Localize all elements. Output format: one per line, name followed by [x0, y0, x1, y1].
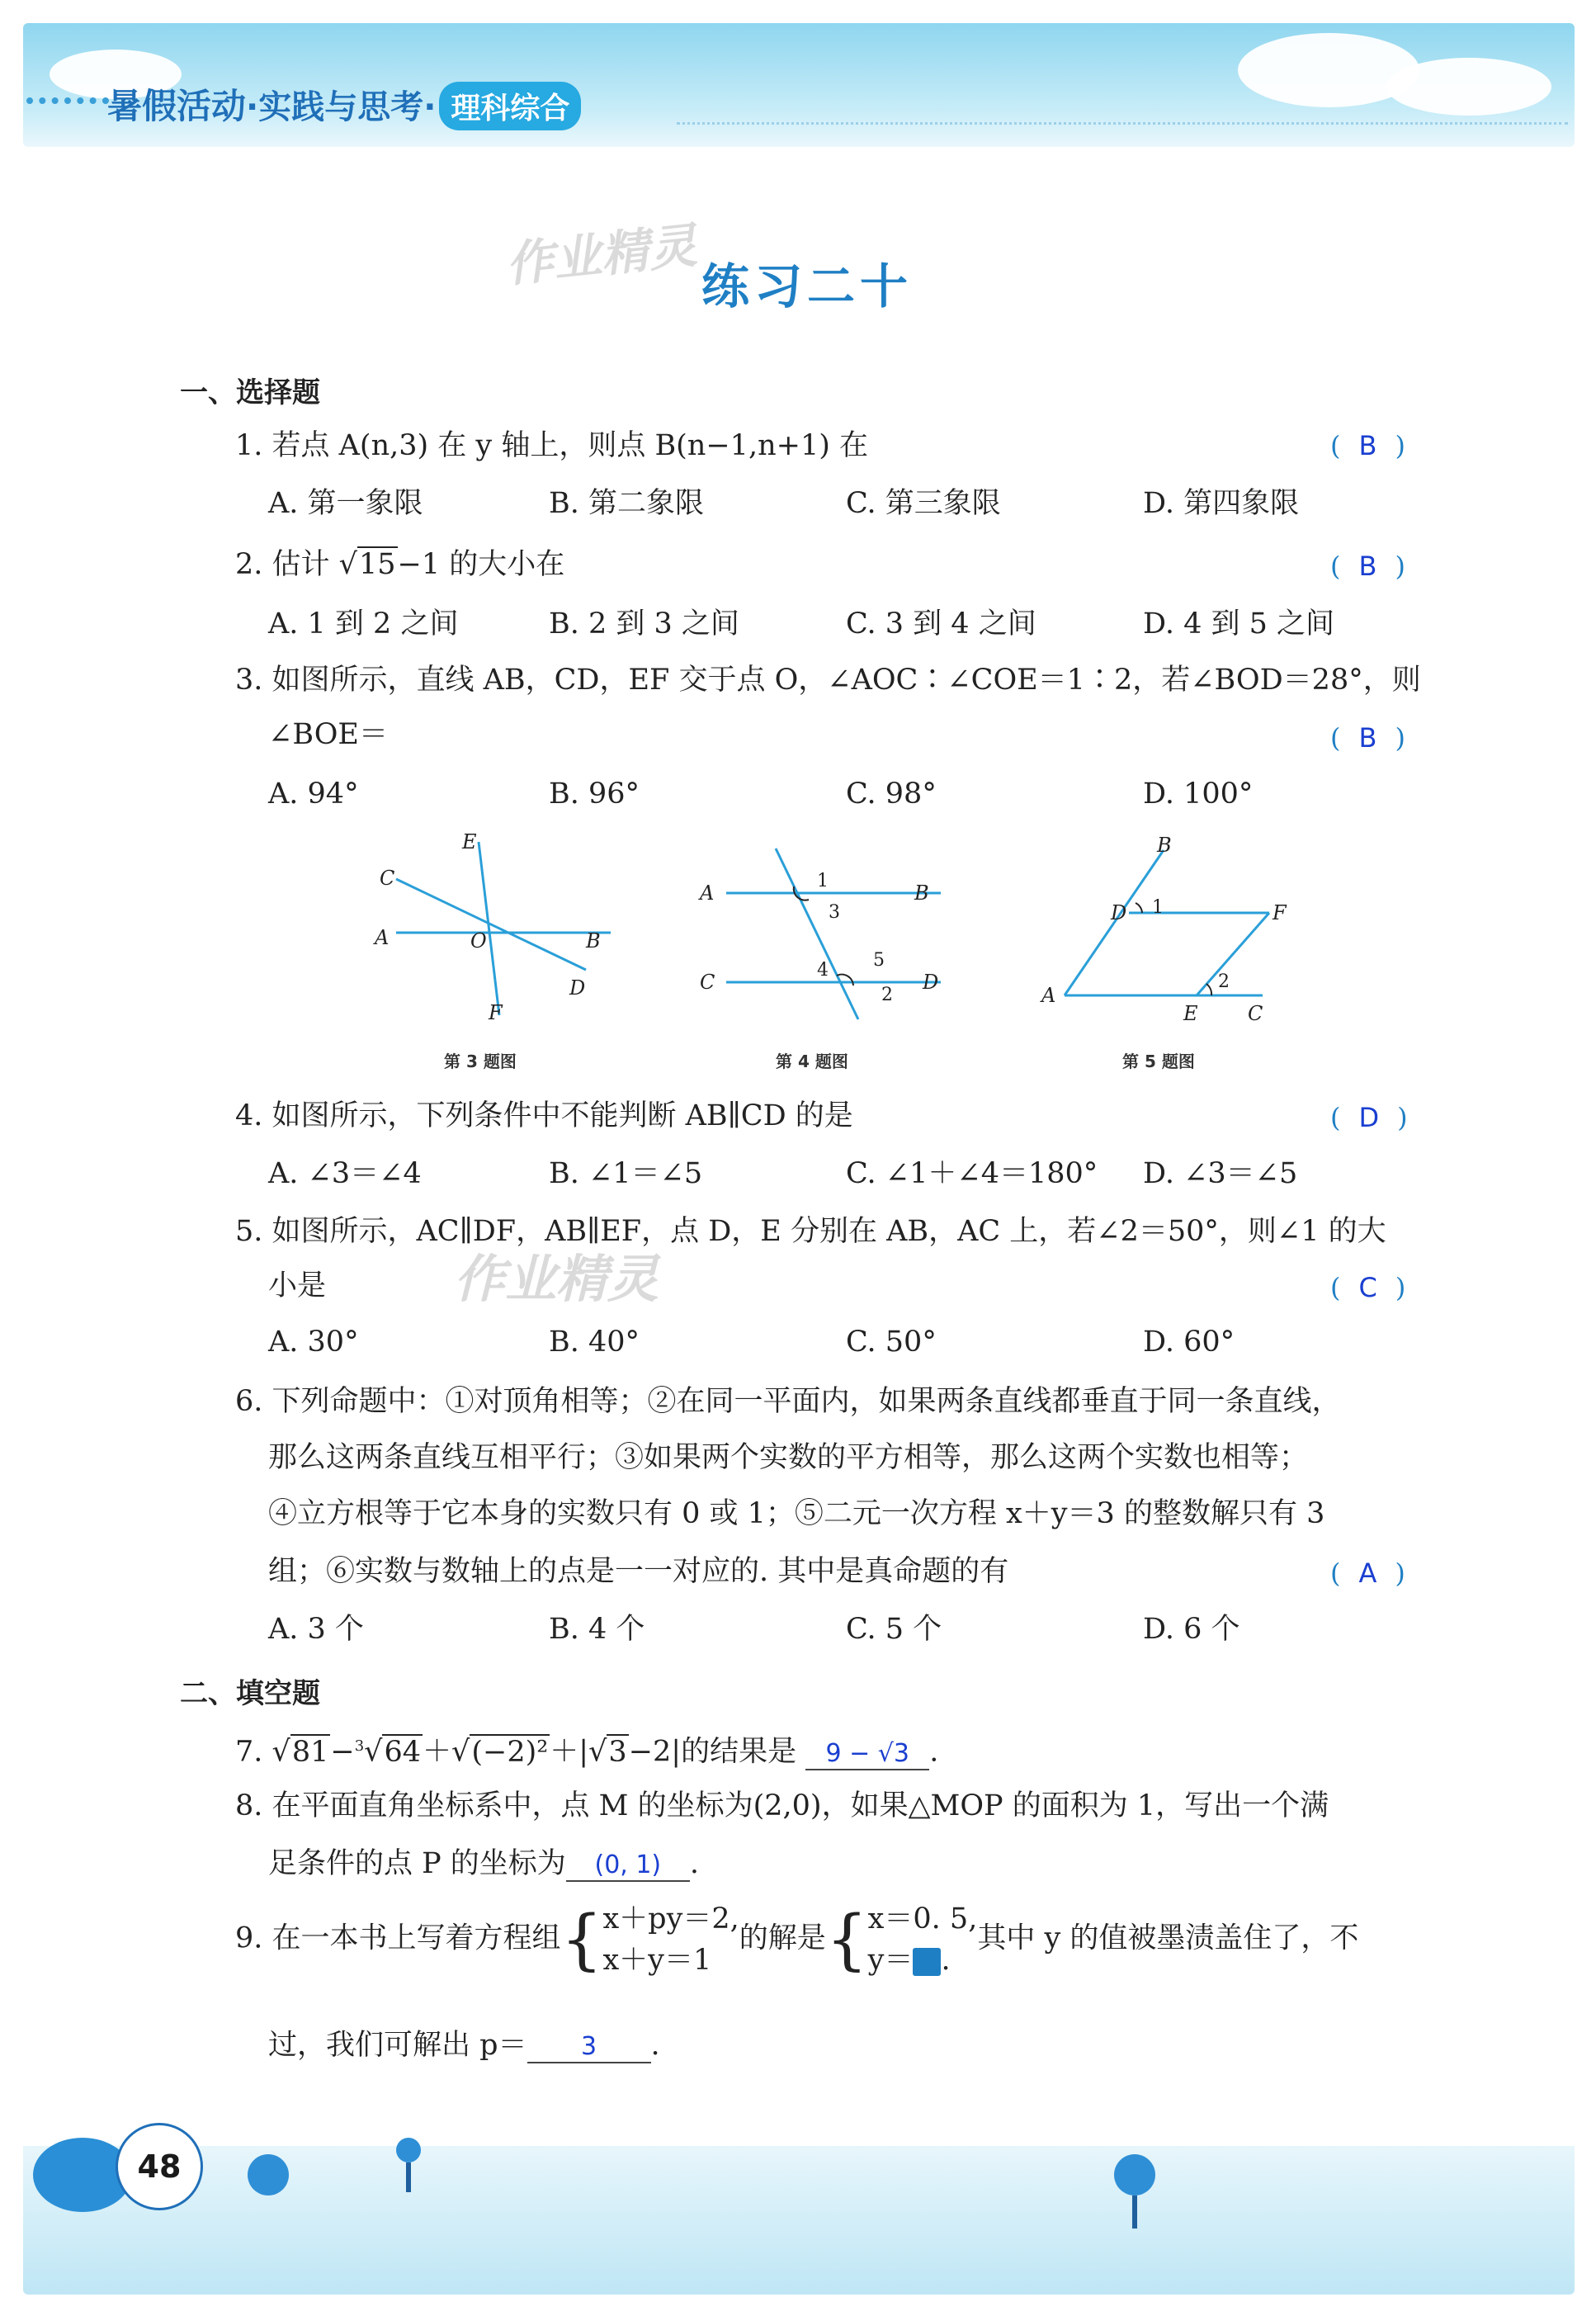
ink-blot	[913, 1948, 941, 1976]
header-dots	[26, 97, 109, 112]
label-e: E	[1183, 1002, 1198, 1025]
q1-option-c: C. 第三象限	[846, 487, 1001, 520]
q3-option-c: C. 98°	[846, 778, 937, 811]
tree-trunk	[1132, 2195, 1137, 2229]
q9-stem-line2: 过，我们可解出 p＝ 3 .	[268, 2029, 660, 2062]
label-c: C	[380, 867, 395, 890]
q9-eq2: x＋y＝1	[602, 1944, 712, 1977]
q2-option-b: B. 2 到 3 之间	[549, 607, 739, 640]
q3-option-a: A. 94°	[268, 778, 359, 811]
label-c: C	[700, 971, 715, 994]
label-f: F	[1273, 901, 1287, 924]
q9-eq1: x＋py＝2,	[602, 1902, 739, 1936]
q2-option-a: A. 1 到 2 之间	[268, 607, 459, 640]
figure-5-caption: 第 5 题图	[1122, 1052, 1195, 1071]
q3-stem: 3. 如图所示，直线 AB，CD，EF 交于点 O，∠AOC∶∠COE＝1∶2，若∠BOD＝28°，则	[235, 664, 1421, 697]
q3-option-d: D. 100°	[1143, 778, 1254, 811]
tree-illustration	[396, 2138, 421, 2162]
angle-arc	[1206, 984, 1211, 995]
q9-sol1: x＝0. 5,	[867, 1902, 978, 1936]
q5-answer: ( C )	[1330, 1272, 1406, 1303]
q3-answer: ( B )	[1330, 722, 1405, 754]
label-angle-2: 2	[1218, 971, 1230, 992]
label-angle-1: 1	[1152, 897, 1164, 918]
figure-5	[1032, 834, 1312, 1032]
label-c: C	[1248, 1002, 1263, 1025]
q4-option-a: A. ∠3＝∠4	[268, 1157, 422, 1190]
q7-stem: 7. √81−$^3$√64＋√(−2)²＋|√3−2|的结果是 9 − √3 .	[235, 1735, 939, 1769]
q1-answer: ( B )	[1330, 430, 1405, 461]
series-subtitle: 实践与思考	[258, 88, 424, 126]
section-heading-choice: 一、选择题	[180, 376, 320, 409]
label-angle-3: 3	[829, 902, 840, 923]
page-title: 练习二十	[701, 258, 914, 314]
q6-option-a: A. 3 个	[268, 1613, 364, 1646]
q6-stem-line3: ④立方根等于它本身的实数只有 0 或 1；⑤二元一次方程 x＋y＝3 的整数解只有 3	[268, 1497, 1325, 1530]
q4-answer: ( D )	[1330, 1102, 1408, 1133]
watermark: 作业精灵	[503, 217, 700, 293]
q9-sol2: y＝	[867, 1944, 914, 1977]
q8-answer: (0, 1)	[566, 1850, 690, 1882]
q2-answer: ( B )	[1330, 551, 1405, 582]
label-angle-5: 5	[873, 950, 885, 971]
figure-4-caption: 第 4 题图	[776, 1052, 848, 1071]
line-ef	[1197, 913, 1269, 995]
section-heading-fill: 二、填空题	[180, 1677, 320, 1710]
label-b: B	[914, 881, 929, 905]
q5-option-a: A. 30°	[268, 1326, 359, 1359]
q4-stem: 4. 如图所示，下列条件中不能判断 AB∥CD 的是	[235, 1099, 853, 1132]
q5-option-b: B. 40°	[549, 1326, 640, 1359]
q6-stem-line1: 6. 下列命题中：①对顶角相等；②在同一平面内，如果两条直线都垂直于同一条直线，	[235, 1385, 1341, 1418]
brand-name: 暑假活动	[107, 86, 247, 126]
q7-answer: 9 − √3	[805, 1739, 929, 1770]
cloud	[1386, 58, 1551, 116]
q1-option-a: A. 第一象限	[268, 487, 423, 520]
q6-option-b: B. 4 个	[549, 1613, 645, 1646]
angle-arc	[1136, 903, 1142, 913]
q2-option-c: C. 3 到 4 之间	[846, 607, 1036, 640]
label-angle-2: 2	[881, 985, 893, 1005]
label-angle-4: 4	[817, 960, 829, 981]
q6-option-c: C. 5 个	[846, 1613, 942, 1646]
label-b: B	[586, 929, 601, 952]
line-ef	[479, 842, 499, 1015]
label-a: A	[375, 926, 390, 949]
q2-stem: 2. 估计 √15−1 的大小在	[235, 548, 565, 581]
q5-option-c: C. 50°	[846, 1326, 937, 1359]
label-d: D	[1111, 901, 1127, 924]
q4-option-d: D. ∠3＝∠5	[1143, 1157, 1298, 1190]
q4-option-c: C. ∠1＋∠4＝180°	[846, 1157, 1098, 1190]
q1-stem: 1. 若点 A(n,3) 在 y 轴上，则点 B(n−1,n+1) 在	[235, 429, 868, 462]
header-divider	[677, 122, 1568, 125]
figure-3	[363, 825, 644, 1032]
label-d: D	[923, 971, 939, 994]
q1-option-d: D. 第四象限	[1143, 487, 1300, 520]
q3-option-b: B. 96°	[549, 778, 640, 811]
q9-stem-line1: 9. 在一本书上写着方程组{ x＋py＝2, x＋y＝1 的解是{ x＝0. 5, y＝ . 其中 y 的值被墨渍盖住了，不	[235, 1898, 1358, 1981]
label-b: B	[1157, 834, 1172, 857]
q6-option-d: D. 6 个	[1143, 1613, 1240, 1646]
q9-answer: 3	[527, 2032, 651, 2063]
q6-answer: ( A )	[1330, 1557, 1405, 1589]
label-d: D	[569, 976, 586, 1000]
q3-stem-cont: ∠BOE＝	[268, 718, 388, 751]
ball-illustration	[248, 2154, 289, 2195]
series-title: 暑假活动·实践与思考· 理科综合	[107, 79, 581, 137]
q5-option-d: D. 60°	[1143, 1326, 1235, 1359]
q6-stem-line4: 组；⑥实数与数轴上的点是一一对应的. 其中是真命题的有	[268, 1555, 1009, 1588]
label-a: A	[700, 881, 715, 905]
figure-3-caption: 第 3 题图	[444, 1052, 517, 1071]
q2-option-d: D. 4 到 5 之间	[1143, 607, 1334, 640]
q6-stem-line2: 那么这两条直线互相平行；③如果两个实数的平方相等，那么这两个实数也相等；	[268, 1441, 1309, 1474]
tree-trunk	[406, 2162, 411, 2192]
label-a: A	[1041, 984, 1056, 1007]
q4-option-b: B. ∠1＝∠5	[549, 1157, 703, 1190]
label-o: O	[470, 929, 487, 952]
q1-option-b: B. 第二象限	[549, 487, 704, 520]
watermark: 作业精灵	[454, 1249, 659, 1309]
subject-badge: 理科综合	[439, 82, 581, 130]
q5-stem: 5. 如图所示，AC∥DF，AB∥EF，点 D，E 分别在 AB，AC 上，若∠2＝50°，则∠1 的大	[235, 1215, 1386, 1248]
label-f: F	[489, 1001, 503, 1024]
q8-stem-line1: 8. 在平面直角坐标系中，点 M 的坐标为(2,0)，如果△MOP 的面积为 1，写出一个满	[235, 1789, 1329, 1822]
q5-stem-cont: 小是	[268, 1269, 327, 1302]
label-e: E	[462, 830, 477, 853]
tree-illustration	[1114, 2154, 1155, 2195]
label-angle-1: 1	[817, 871, 829, 891]
q8-stem-line2: 足条件的点 P 的坐标为 (0, 1) .	[268, 1847, 699, 1880]
page-number: 48	[116, 2123, 203, 2210]
figure-4	[693, 834, 957, 1023]
